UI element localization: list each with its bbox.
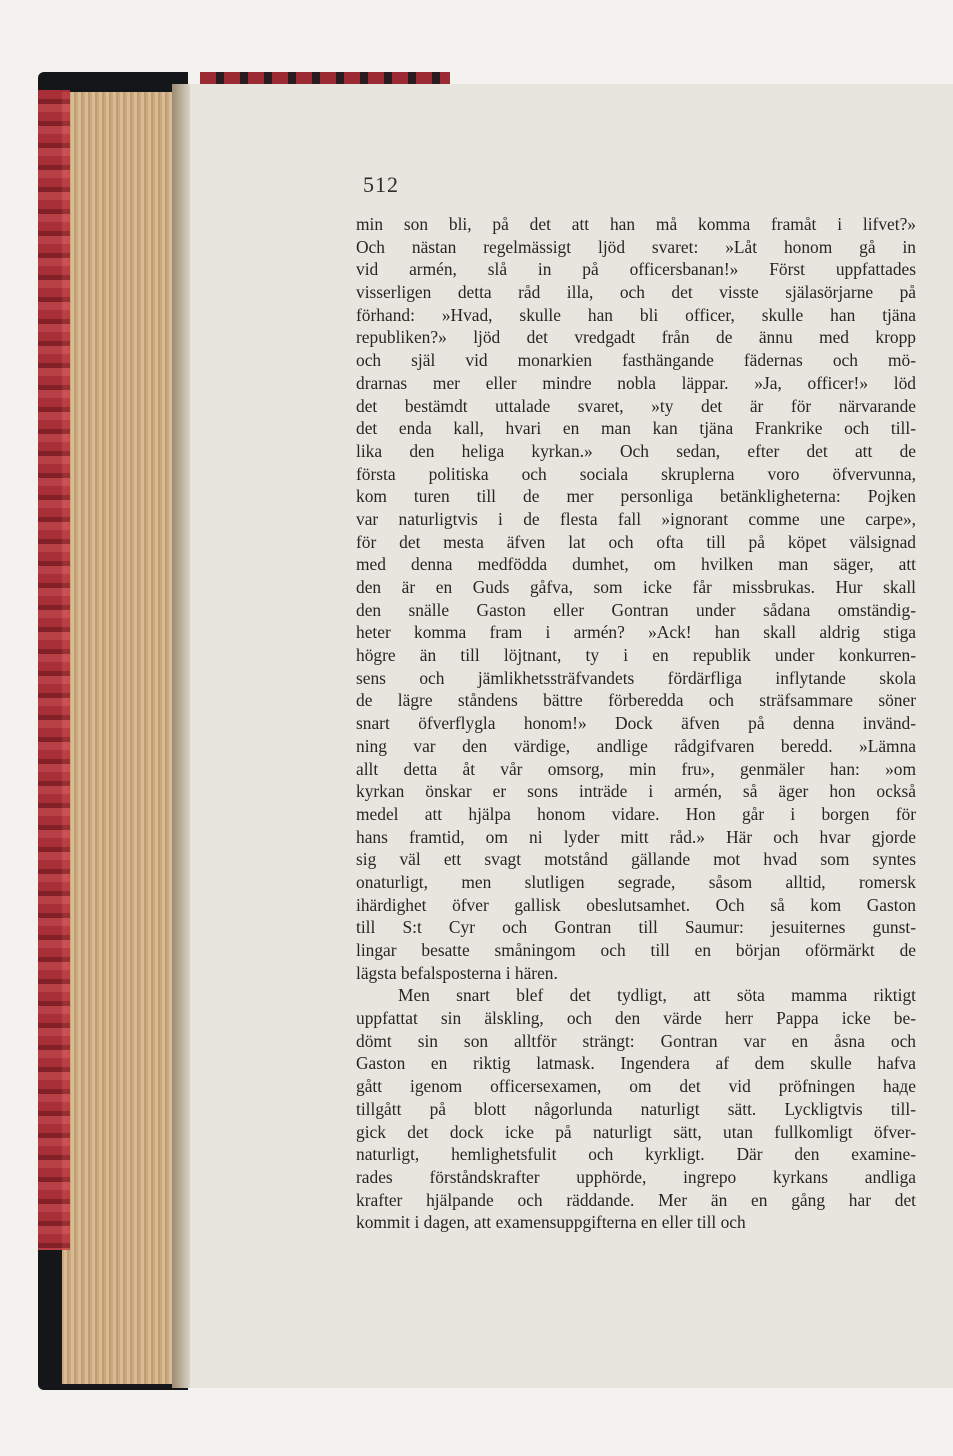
- text-line: naturligt, hemlighetsfulit och kyrkligt. Där den examine-: [356, 1144, 916, 1165]
- text-line: uppfattat sin älskling, och den värde herr Pappa icke be-: [356, 1008, 916, 1029]
- text-line: ihärdighet öfver gallisk obeslutsamhet. Och så kom Gaston: [356, 894, 916, 915]
- text-line: visserligen detta råd illa, och det visste själasörjarne på: [356, 282, 916, 303]
- text-line: krafter hjälpande och räddande. Mer än en gång har det: [356, 1189, 916, 1210]
- text-line: kom turen till de mer personliga betänkligheterna: Pojken: [356, 486, 916, 507]
- gutter-shadow: [172, 84, 190, 1388]
- text-line: medel att hjälpa honom vidare. Hon går i borgen för: [356, 803, 916, 824]
- text-line: ning var den värdige, andlige rådgifvaren beredd. »Lämna: [356, 735, 916, 756]
- text-line: var naturligtvis i de flesta fall »ignorant comme une carpe»,: [356, 508, 916, 529]
- text-line: med denna medfödda dumhet, om hvilken man säger, att: [356, 554, 916, 575]
- text-line: min son bli, på det att han må komma framåt i lifvet?»: [356, 214, 916, 234]
- text-line: den snälle Gaston eller Gontran under sådana omständig-: [356, 599, 916, 620]
- text-line: det enda kall, hvari en man kan tjäna Frankrike och till-: [356, 418, 916, 439]
- text-line: Gaston en riktig latmask. Ingendera af dem skulle hafva: [356, 1053, 916, 1074]
- text-line: kyrkan önskar er sons inträde i armén, så äger hon också: [356, 781, 916, 802]
- page-edges: [62, 92, 186, 1384]
- text-line: republiken?» ljöd det vredgadt från de ännu med kropp: [356, 327, 916, 348]
- text-line: de lägre ståndens bättre förberedda och sträfsammare söner: [356, 690, 916, 711]
- text-line: den är en Guds gåfva, som icke får missbrukas. Hur skall: [356, 577, 916, 597]
- text-line: kommit i dagen, att examensuppgifterna en eller till och: [356, 1212, 746, 1233]
- text-line: heter komma fram i armén? »Ack! han skall aldrig stiga: [356, 622, 916, 643]
- text-line: det bestämdt uttalade svaret, »ty det är för närvarande: [356, 395, 916, 416]
- text-line: gick det dock icke på naturligt sätt, utan fullkomligt öfver-: [356, 1121, 916, 1142]
- text-line: rades förståndskrafter upphörde, ingrepo kyrkans andliga: [356, 1166, 916, 1187]
- cover-pattern: [38, 90, 70, 1250]
- text-line: onaturligt, men slutligen segrade, såsom alltid, romersk: [356, 871, 916, 892]
- text-line: sig väl ett svagt motstånd gällande mot hvad som syntes: [356, 849, 916, 870]
- text-line: Men snart blef det tydligt, att söta mamma riktigt: [398, 985, 916, 1006]
- text-line: hans framtid, om ni lyder mitt råd.» Här och hvar gjorde: [356, 826, 916, 847]
- text-line: Och nästan regelmässigt ljöd svaret: »Låt honom gå in: [356, 236, 916, 257]
- body-text: [356, 213, 916, 1234]
- text-line: lägsta befalsposterna i hären.: [356, 962, 558, 983]
- text-line: gått igenom officersexamen, om det vid pröfningen haде: [356, 1076, 916, 1097]
- text-line: lika den heliga kyrkan.» Och sedan, efter det att de: [356, 440, 916, 461]
- text-line: dömt sin son alltför strängt: Gontran var en åsna och: [356, 1030, 916, 1051]
- text-line: högre än till löjtnant, ty i en republik under konkurren-: [356, 645, 916, 666]
- text-line: snart öfverflygla honom!» Dock äfven på denna invänd-: [356, 713, 916, 734]
- text-line: första politiska och sociala skruplerna voro öfvervunna,: [356, 463, 916, 484]
- headband: [200, 72, 450, 84]
- text-line: tillgått på blott någorlunda naturligt sätt. Lyckligtvis till-: [356, 1098, 916, 1119]
- text-line: sens och jämlikhetssträfvandets fördärfliga inflytande skola: [356, 667, 916, 688]
- text-line: till S:t Cyr och Gontran till Saumur: jesuiternes gunst-: [356, 917, 916, 938]
- text-line: drarnas mer eller mindre nobla läppar. »Ja, officer!» löd: [356, 372, 916, 393]
- text-line: förhand: »Hvad, skulle han bli officer, skulle han tjäna: [356, 304, 916, 325]
- text-line: allt detta åt vår omsorg, min fru», genmäler han: »om: [356, 758, 916, 779]
- text-line: och själ vid monarkien fasthängande fädernas och mö-: [356, 350, 916, 371]
- page-number: 512: [363, 172, 399, 197]
- text-line: lingar besatte småningom och till en början oförmärkt de: [356, 940, 916, 960]
- text-line: vid armén, slå in på officersbanan!» Först uppfattades: [356, 259, 916, 280]
- text-line: för det mesta äfven lat och ofta till på köpet välsignad: [356, 531, 916, 552]
